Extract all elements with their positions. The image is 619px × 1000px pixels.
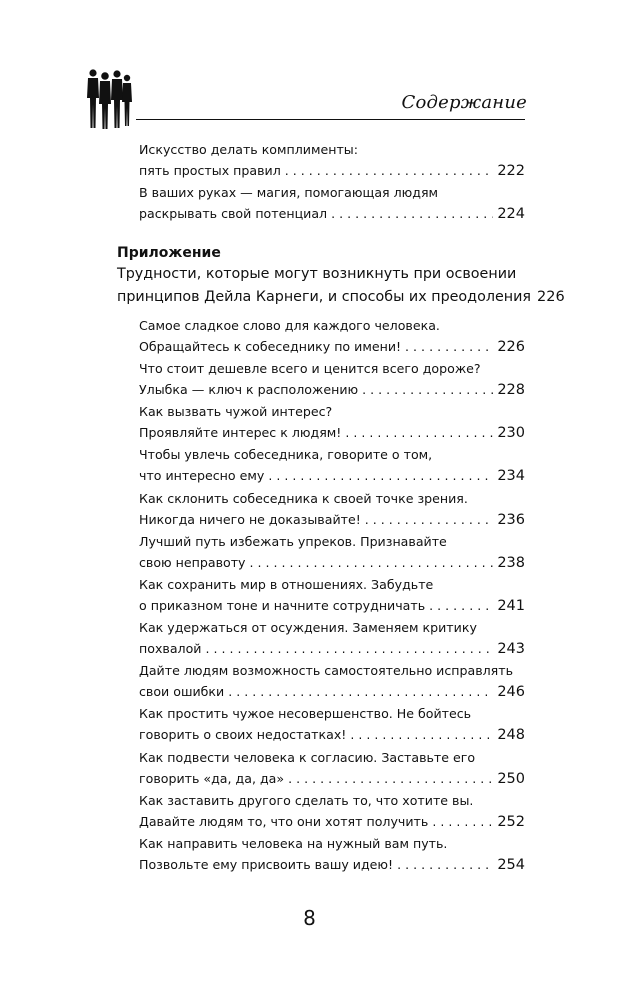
toc-entry xyxy=(139,402,525,443)
toc-entry-text: свои ошибки xyxy=(139,683,225,699)
toc-entry-line: Дайте людям возможность самостоятельно исправлять xyxy=(139,663,514,678)
appendix-main-entry xyxy=(117,263,565,309)
toc-entry xyxy=(139,704,525,745)
toc-entry-page: 252 xyxy=(497,813,525,830)
toc-entry-line: Как склонить собеседника к своей точке зрения. xyxy=(139,491,468,506)
dot-leader xyxy=(331,204,493,225)
toc-entry-text: Улыбка — ключ к расположению xyxy=(139,381,359,397)
toc-entry xyxy=(139,661,525,702)
toc-entry-page: 222 xyxy=(497,162,525,179)
toc-entry-line: В ваших руках — магия, помогающая людям xyxy=(139,185,439,200)
dot-leader xyxy=(285,161,494,182)
toc-entry-line: Как заставить другого сделать то, что хотите вы. xyxy=(139,793,474,808)
dot-leader xyxy=(350,725,493,746)
toc-entry-line: Как направить человека на нужный вам путь. xyxy=(139,836,448,851)
header-rule xyxy=(136,119,525,120)
toc-entry xyxy=(139,575,525,616)
toc-entry-line: Как простить чужое несовершенство. Не бойтесь xyxy=(139,706,472,721)
toc-entry xyxy=(139,489,525,530)
toc-entry-text: Позвольте ему присвоить вашу идею! xyxy=(139,856,394,872)
toc-entry xyxy=(139,316,525,357)
toc-entry xyxy=(139,791,525,832)
toc-entry xyxy=(139,359,525,400)
toc-entry-last-line xyxy=(139,204,525,225)
toc-entry-text: Давайте людям то, что они хотят получить xyxy=(139,813,429,829)
business-people-logo-icon xyxy=(85,68,133,130)
toc-entry-page: 246 xyxy=(497,683,525,700)
toc-entry-page: 228 xyxy=(497,381,525,398)
toc-entry-line: Самое сладкое слово для каждого человека. xyxy=(139,318,440,333)
toc-entry-line: Как вызвать чужой интерес? xyxy=(139,404,333,419)
toc-entry-page: 224 xyxy=(497,205,525,222)
toc-entry-last-line xyxy=(139,639,525,660)
toc-entry-last-line xyxy=(139,337,525,358)
toc-entry-text: Никогда ничего не доказывайте! xyxy=(139,511,361,527)
dot-leader xyxy=(288,769,493,790)
toc-entry-text: говорить «да, да, да» xyxy=(139,770,285,786)
toc-entry-page: 254 xyxy=(497,856,525,873)
toc-entry-text: похвалой xyxy=(139,640,202,656)
toc-entry-text: раскрывать свой потенциал xyxy=(139,205,328,221)
toc-entry-line: Как сохранить мир в отношениях. Забудьте xyxy=(139,577,434,592)
dot-leader xyxy=(365,510,494,531)
toc-entry xyxy=(139,532,525,573)
toc-entry xyxy=(139,748,525,789)
toc-entry-line: Трудности, которые могут возникнуть при освоении xyxy=(117,266,517,282)
toc-entry-text: пять простых правил xyxy=(139,162,281,178)
toc-entry-last-line xyxy=(139,769,525,790)
toc-entry-text: принципов Дейла Карнеги, и способы их преодоления xyxy=(117,289,531,305)
toc-entry-page: 243 xyxy=(497,640,525,657)
toc-entry-page: 248 xyxy=(497,726,525,743)
toc-entry-last-line xyxy=(117,286,565,309)
toc-entry-page: 238 xyxy=(497,554,525,571)
toc-entry-last-line xyxy=(139,812,525,833)
toc-entry-page: 226 xyxy=(537,289,565,305)
toc-entry-page: 226 xyxy=(497,338,525,355)
toc-entry-last-line xyxy=(139,423,525,444)
dot-leader xyxy=(228,682,493,703)
toc-entry-last-line xyxy=(139,725,525,746)
toc-entry-last-line xyxy=(139,553,525,574)
dot-leader xyxy=(362,380,493,401)
toc-entry-page: 241 xyxy=(497,597,525,614)
toc-entry-last-line xyxy=(139,466,525,487)
toc-entry-last-line xyxy=(139,855,525,876)
toc-entry-text: что интересно ему xyxy=(139,467,265,483)
toc-entry-line: Чтобы увлечь собеседника, говорите о том, xyxy=(139,447,433,462)
toc-entry-page: 250 xyxy=(497,770,525,787)
toc-entry-line: Что стоит дешевле всего и ценится всего дороже? xyxy=(139,361,481,376)
toc-entry-text: Проявляйте интерес к людям! xyxy=(139,424,342,440)
toc-entry-page: 234 xyxy=(497,467,525,484)
toc-entry-last-line xyxy=(139,682,525,703)
dot-leader xyxy=(397,855,493,876)
toc-entry-last-line xyxy=(139,380,525,401)
toc-entry xyxy=(139,618,525,659)
toc-entry-last-line xyxy=(139,161,525,182)
toc-entry-line: Лучший путь избежать упреков. Признавайте xyxy=(139,534,447,549)
dot-leader xyxy=(268,466,493,487)
dot-leader xyxy=(432,812,493,833)
dot-leader xyxy=(205,639,493,660)
running-header-title: Содержание xyxy=(401,92,527,113)
toc-entry-last-line xyxy=(139,596,525,617)
toc-entry-text: свою неправоту xyxy=(139,554,246,570)
toc-entry-line: Искусство делать комплименты: xyxy=(139,142,358,157)
dot-leader xyxy=(405,337,493,358)
page-number: 8 xyxy=(303,906,316,930)
toc-entry-line: Как удержаться от осуждения. Заменяем критику xyxy=(139,620,477,635)
appendix-heading: Приложение xyxy=(117,245,221,261)
toc-entry-last-line xyxy=(139,510,525,531)
toc-entry xyxy=(139,183,525,224)
dot-leader xyxy=(429,596,493,617)
toc-entry-text: Обращайтесь к собеседнику по имени! xyxy=(139,338,402,354)
toc-entry xyxy=(139,445,525,486)
toc-entry-line: Как подвести человека к согласию. Заставьте его xyxy=(139,750,476,765)
dot-leader xyxy=(345,423,493,444)
toc-entry-page: 236 xyxy=(497,511,525,528)
toc-entry xyxy=(139,834,525,875)
toc-entry-text: о приказном тоне и начните сотрудничать xyxy=(139,597,426,613)
toc-entry xyxy=(139,140,525,181)
toc-entry-text: говорить о своих недостатках! xyxy=(139,726,347,742)
dot-leader xyxy=(250,553,494,574)
toc-entry-page: 230 xyxy=(497,424,525,441)
